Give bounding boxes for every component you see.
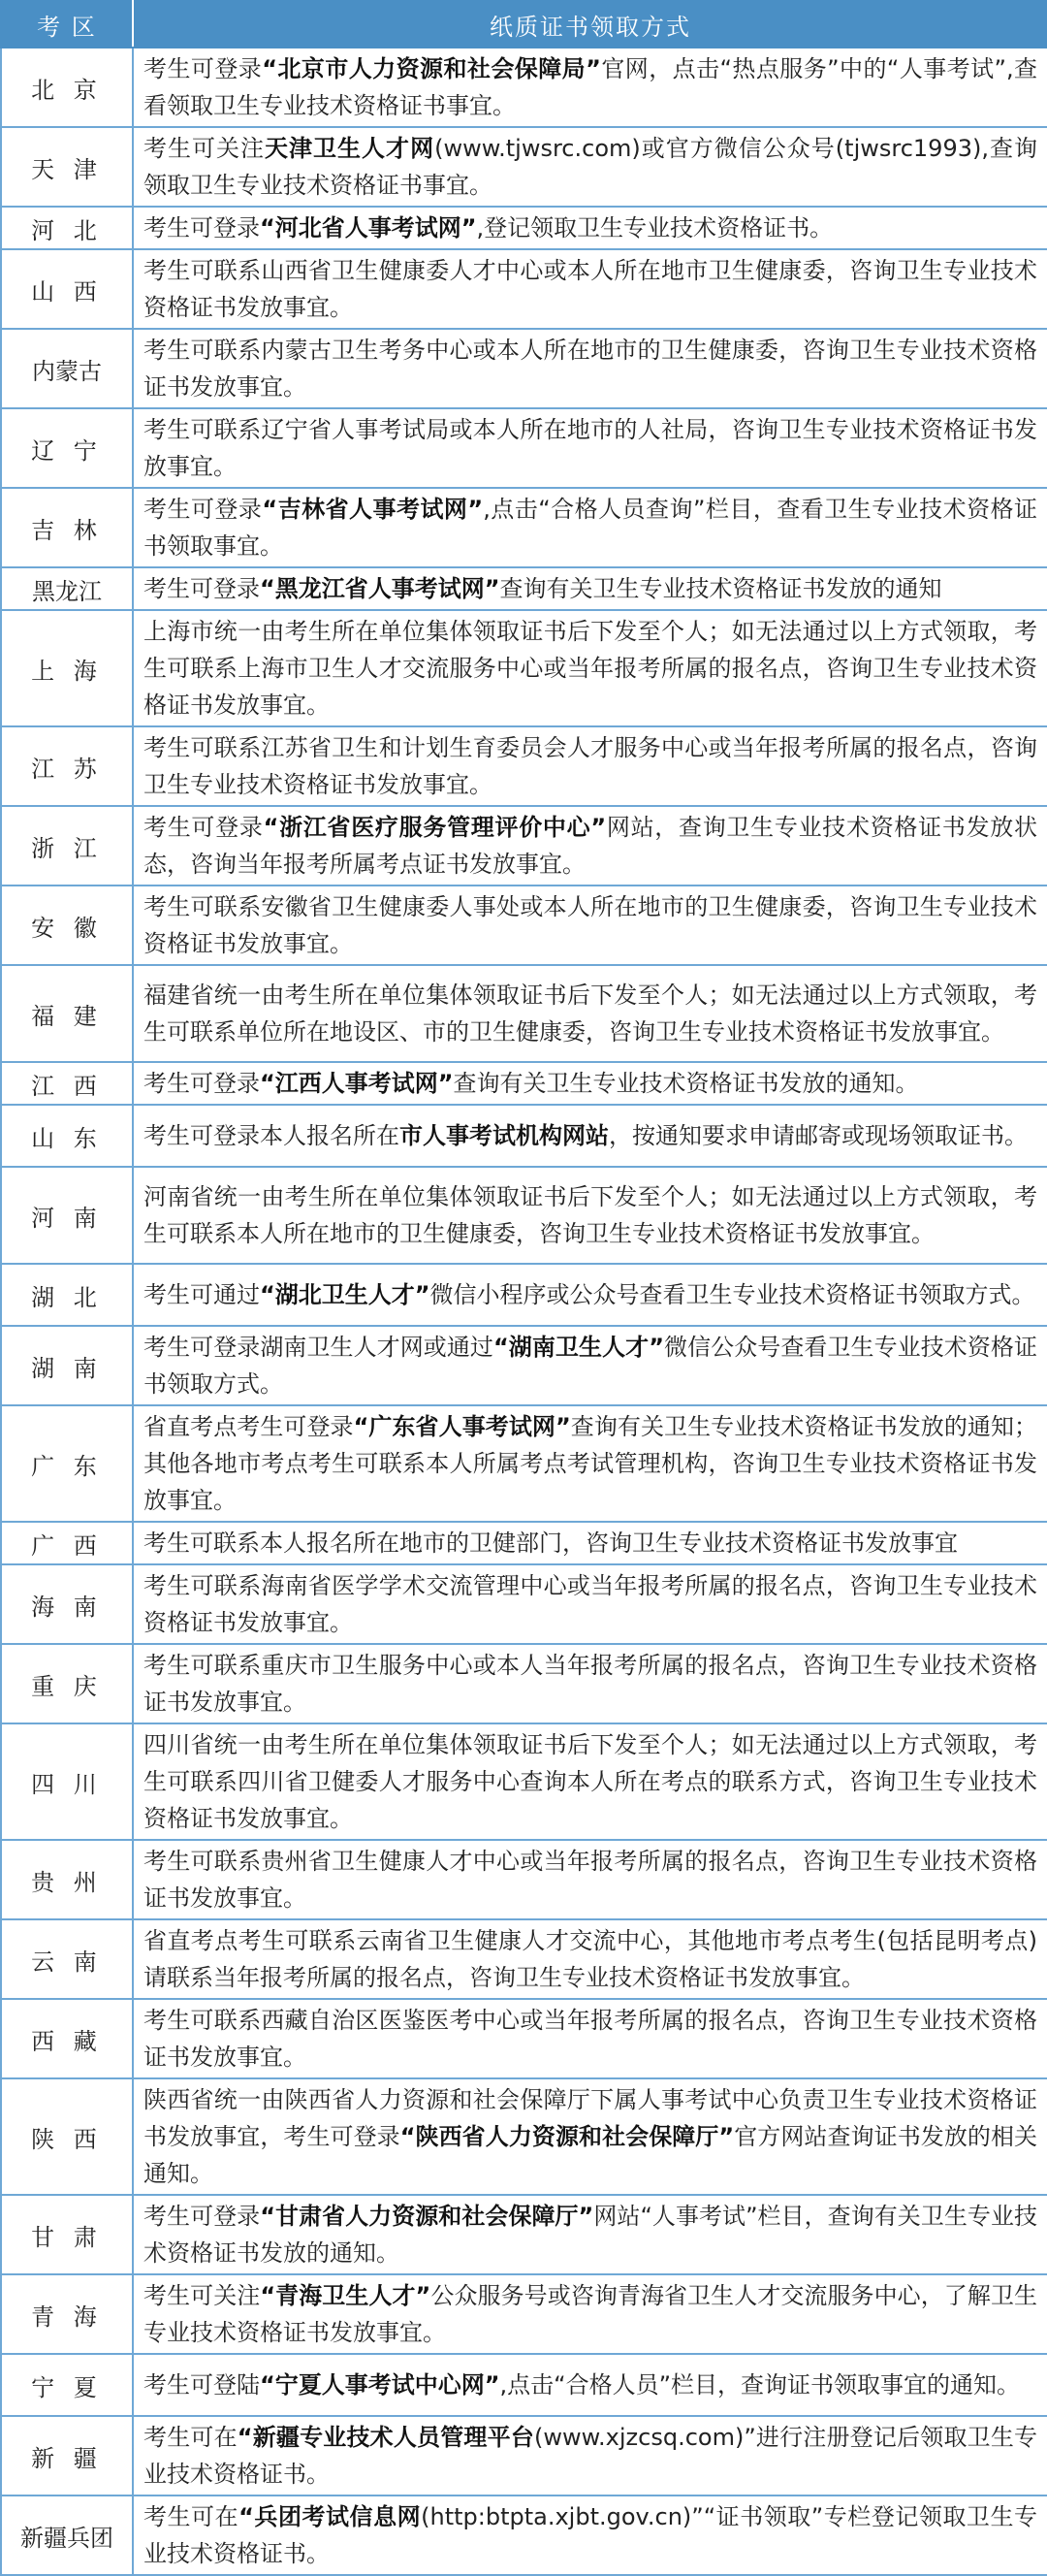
method-text: 考生可联系海南省医学学术交流管理中心或当年报考所属的报名点，咨询卫生专业技术资格证书发放事宜。 bbox=[143, 1572, 1037, 1636]
region-cell: 重 庆 bbox=[1, 1644, 133, 1723]
table-row bbox=[1, 1644, 1047, 1723]
method-text: 考生可登录 bbox=[143, 2203, 261, 2230]
table-row bbox=[1, 806, 1047, 886]
table-row bbox=[1, 127, 1047, 207]
method-text: 考生可联系西藏自治区医鉴医考中心或当年报考所属的报名点，咨询卫生专业技术资格证书发放事宜。 bbox=[143, 2007, 1037, 2071]
region-cell: 河 南 bbox=[1, 1167, 133, 1264]
method-text: 河南省统一由考生所在单位集体领取证书后下发至个人；如无法通过以上方式领取，考生可联系本人所在地市的卫生健康委，咨询卫生专业技术资格证书发放事宜。 bbox=[143, 1183, 1037, 1247]
method-text: 考生可登录 bbox=[143, 496, 263, 523]
method-text: 微信小程序或公众号查看卫生专业技术资格证书领取方式。 bbox=[429, 1281, 1035, 1308]
method-text: 考生可登录湖南卫生人才网或通过 bbox=[143, 1334, 493, 1361]
method-cell bbox=[133, 1326, 1047, 1405]
method-cell bbox=[133, 488, 1047, 567]
region-cell: 北 京 bbox=[1, 48, 133, 127]
method-text: (http:btpta.xjbt.gov.cn)”“证书领取”专栏登记领取卫生专业技术资格证书。 bbox=[143, 2503, 1037, 2567]
method-text: 陕西省统一由陕西省人力资源和社会保障厅下属人事考试中心负责卫生专业技术资格证书发放事宜，考生可登录 bbox=[143, 2086, 1037, 2150]
method-cell bbox=[133, 726, 1047, 806]
method-text: 上海市统一由考生所在单位集体领取证书后下发至个人；如无法通过以上方式领取，考生可联系上海市卫生人才交流服务中心或当年报考所属的报名点，咨询卫生专业技术资格证书发放事宜。 bbox=[143, 618, 1037, 719]
method-cell bbox=[133, 1522, 1047, 1564]
region-cell: 陕 西 bbox=[1, 2078, 133, 2195]
region-cell: 河 北 bbox=[1, 207, 133, 249]
region-cell: 黑龙江 bbox=[1, 567, 133, 610]
method-text: 考生可联系贵州省卫生健康人才中心或当年报考所属的报名点，咨询卫生专业技术资格证书发放事宜。 bbox=[143, 1848, 1037, 1912]
method-cell bbox=[133, 2274, 1047, 2354]
region-cell: 吉 林 bbox=[1, 488, 133, 567]
method-text: 考生可联系本人报名所在地市的卫健部门，咨询卫生专业技术资格证书发放事宜 bbox=[143, 1530, 958, 1557]
method-text: 考生可登录 bbox=[143, 55, 263, 82]
method-text: ,点击“合格人员”栏目，查询证书领取事宜的通知。 bbox=[499, 2371, 1021, 2399]
method-text: 考生可通过 bbox=[143, 1281, 260, 1308]
method-text: 官方网站查询证书发放的相关通知。 bbox=[143, 2123, 1038, 2187]
method-highlight: 天津卫生人才网 bbox=[265, 135, 435, 162]
method-cell bbox=[133, 2078, 1047, 2195]
method-highlight: “吉林省人事考试网” bbox=[262, 496, 484, 523]
method-text: 四川省统一由考生所在单位集体领取证书后下发至个人；如无法通过以上方式领取，考生可联系四川省卫健委人才服务中心查询本人所在考点的联系方式，咨询卫生专业技术资格证书发放事宜。 bbox=[143, 1731, 1037, 1832]
method-text: 考生可登录 bbox=[143, 814, 264, 841]
region-cell: 湖 南 bbox=[1, 1326, 133, 1405]
region-cell: 广 西 bbox=[1, 1522, 133, 1564]
method-text: 考生可登录本人报名所在 bbox=[143, 1122, 399, 1149]
region-cell: 甘 肃 bbox=[1, 2195, 133, 2274]
region-cell: 江 西 bbox=[1, 1062, 133, 1105]
method-highlight: “黑龙江省人事考试网” bbox=[260, 575, 500, 602]
header-region: 考 区 bbox=[1, 1, 133, 48]
table-row bbox=[1, 2416, 1047, 2496]
method-cell bbox=[133, 965, 1047, 1062]
method-text: 考生可登录 bbox=[143, 575, 260, 602]
method-cell bbox=[133, 207, 1047, 249]
region-cell: 广 东 bbox=[1, 1405, 133, 1522]
region-cell: 江 苏 bbox=[1, 726, 133, 806]
region-cell: 山 东 bbox=[1, 1105, 133, 1167]
method-cell bbox=[133, 249, 1047, 329]
method-text: 省直考点考生可联系云南省卫生健康人才交流中心，其他地市考点考生(包括昆明考点)请联系当年报考所属的报名点，咨询卫生专业技术资格证书发放事宜。 bbox=[143, 1927, 1037, 1991]
table-row bbox=[1, 1105, 1047, 1167]
method-cell bbox=[133, 1105, 1047, 1167]
method-text: 考生可登录 bbox=[143, 1070, 260, 1097]
header-method: 纸质证书领取方式 bbox=[133, 1, 1047, 48]
method-cell bbox=[133, 1999, 1047, 2078]
method-cell bbox=[133, 127, 1047, 207]
table-row bbox=[1, 2195, 1047, 2274]
method-text: 福建省统一由考生所在单位集体领取证书后下发至个人；如无法通过以上方式领取，考生可联系单位所在地设区、市的卫生健康委，咨询卫生专业技术资格证书发放事宜。 bbox=[143, 982, 1037, 1046]
method-text: 考生可关注 bbox=[143, 2282, 261, 2309]
method-highlight: “陕西省人力资源和社会保障厅” bbox=[399, 2123, 735, 2150]
region-cell: 海 南 bbox=[1, 1564, 133, 1644]
region-cell: 新 疆 bbox=[1, 2416, 133, 2496]
table-row bbox=[1, 1564, 1047, 1644]
method-highlight: “湖南卫生人才” bbox=[492, 1334, 664, 1361]
method-text: 考生可联系内蒙古卫生考务中心或本人所在地市的卫生健康委，咨询卫生专业技术资格证书发放事宜。 bbox=[143, 337, 1037, 401]
table-row bbox=[1, 1723, 1047, 1840]
table-row bbox=[1, 1326, 1047, 1405]
method-highlight: “江西人事考试网” bbox=[260, 1070, 454, 1097]
method-highlight: “广东省人事考试网” bbox=[353, 1413, 571, 1440]
method-highlight: “浙江省医疗服务管理评价中心” bbox=[263, 814, 607, 841]
method-highlight: “北京市人力资源和社会保障局” bbox=[262, 55, 601, 82]
table-row bbox=[1, 2496, 1047, 2575]
table-row bbox=[1, 610, 1047, 726]
method-cell bbox=[133, 1405, 1047, 1522]
method-cell bbox=[133, 329, 1047, 408]
table-row bbox=[1, 207, 1047, 249]
method-text: 考生可在 bbox=[143, 2424, 238, 2451]
table-row bbox=[1, 886, 1047, 965]
table-row bbox=[1, 408, 1047, 488]
method-text: 微信公众号查看卫生专业技术资格证书领取方式。 bbox=[143, 1334, 1038, 1398]
method-highlight: “甘肃省人力资源和社会保障厅” bbox=[260, 2203, 594, 2230]
region-cell: 山 西 bbox=[1, 249, 133, 329]
table-row bbox=[1, 1999, 1047, 2078]
table-row bbox=[1, 2274, 1047, 2354]
method-text: 考生可联系江苏省卫生和计划生育委员会人才服务中心或当年报考所属的报名点，咨询卫生专业技术资格证书发放事宜。 bbox=[143, 734, 1037, 798]
region-cell: 宁 夏 bbox=[1, 2354, 133, 2416]
table-row bbox=[1, 2078, 1047, 2195]
table-row bbox=[1, 965, 1047, 1062]
method-cell bbox=[133, 567, 1047, 610]
region-cell: 安 徽 bbox=[1, 886, 133, 965]
region-cell: 辽 宁 bbox=[1, 408, 133, 488]
method-highlight: “宁夏人事考试中心网” bbox=[260, 2371, 500, 2399]
method-text: ,点击“合格人员查询”栏目，查看卫生专业技术资格证书领取事宜。 bbox=[143, 496, 1038, 560]
method-cell bbox=[133, 1062, 1047, 1105]
method-highlight: “青海卫生人才” bbox=[260, 2282, 431, 2309]
region-cell: 湖 北 bbox=[1, 1264, 133, 1326]
table-row bbox=[1, 488, 1047, 567]
method-text: (www.xjzcsq.com)”进行注册登记后领取卫生专业技术资格证书。 bbox=[143, 2424, 1038, 2488]
method-cell bbox=[133, 1919, 1047, 1999]
table-row bbox=[1, 1264, 1047, 1326]
method-cell bbox=[133, 1167, 1047, 1264]
method-text: ,登记领取卫生专业技术资格证书。 bbox=[476, 214, 834, 242]
method-text: 查询有关卫生专业技术资格证书发放的通知；其他各地市考点考生可联系本人所属考点考试管理机构，咨询卫生专业技术资格证书发放事宜。 bbox=[143, 1413, 1038, 1514]
method-text: 查询有关卫生专业技术资格证书发放的通知 bbox=[499, 575, 942, 602]
region-cell: 浙 江 bbox=[1, 806, 133, 886]
region-cell: 新疆兵团 bbox=[1, 2496, 133, 2575]
region-cell: 西 藏 bbox=[1, 1999, 133, 2078]
method-cell bbox=[133, 610, 1047, 726]
table-row bbox=[1, 1840, 1047, 1919]
table-header-row bbox=[1, 1, 1047, 48]
table-row bbox=[1, 249, 1047, 329]
method-cell bbox=[133, 48, 1047, 127]
method-text: 考生可关注 bbox=[143, 135, 266, 162]
method-cell bbox=[133, 806, 1047, 886]
method-text: 考生可在 bbox=[143, 2503, 239, 2530]
method-cell bbox=[133, 1564, 1047, 1644]
method-cell bbox=[133, 1723, 1047, 1840]
method-text: 考生可联系辽宁省人事考试局或本人所在地市的人社局，咨询卫生专业技术资格证书发放事宜。 bbox=[143, 416, 1037, 480]
method-text: 考生可登录 bbox=[143, 214, 260, 242]
method-cell bbox=[133, 2354, 1047, 2416]
region-cell: 青 海 bbox=[1, 2274, 133, 2354]
method-cell bbox=[133, 886, 1047, 965]
region-cell: 福 建 bbox=[1, 965, 133, 1062]
table-row bbox=[1, 2354, 1047, 2416]
method-highlight: “新疆专业技术人员管理平台 bbox=[237, 2424, 534, 2451]
method-text: 省直考点考生可登录 bbox=[143, 1413, 354, 1440]
method-highlight: 市人事考试机构网站 bbox=[399, 1122, 609, 1149]
method-highlight: “湖北卫生人才” bbox=[260, 1281, 430, 1308]
method-text: 网站，查询卫生专业技术资格证书发放状态，咨询当年报考所属考点证书发放事宜。 bbox=[143, 814, 1038, 878]
region-cell: 上 海 bbox=[1, 610, 133, 726]
method-cell bbox=[133, 408, 1047, 488]
table-body bbox=[1, 48, 1047, 2575]
method-text: 考生可登陆 bbox=[143, 2371, 260, 2399]
method-text: 网站“人事考试”栏目，查询有关卫生专业技术资格证书发放的通知。 bbox=[143, 2203, 1038, 2267]
method-text: 考生可联系重庆市卫生服务中心或本人当年报考所属的报名点，咨询卫生专业技术资格证书发放事宜。 bbox=[143, 1652, 1037, 1716]
method-text: ，按通知要求申请邮寄或现场领取证书。 bbox=[609, 1122, 1028, 1149]
table-row bbox=[1, 48, 1047, 127]
table-row bbox=[1, 1405, 1047, 1522]
method-highlight: “河北省人事考试网” bbox=[260, 214, 477, 242]
table-row bbox=[1, 1919, 1047, 1999]
table-row bbox=[1, 1062, 1047, 1105]
method-text: 查询有关卫生专业技术资格证书发放的通知。 bbox=[453, 1070, 919, 1097]
method-text: 官网，点击“热点服务”中的“人事考试”,查看领取卫生专业技术资格证书事宜。 bbox=[143, 55, 1038, 119]
method-highlight: “兵团考试信息网 bbox=[238, 2503, 422, 2530]
region-cell: 天 津 bbox=[1, 127, 133, 207]
table-row bbox=[1, 1167, 1047, 1264]
method-text: (www.tjwsrc.com)或官方微信公众号(tjwsrc1993),查询领取卫生专业技术资格证书事宜。 bbox=[143, 135, 1037, 199]
method-cell bbox=[133, 2496, 1047, 2575]
method-cell bbox=[133, 2416, 1047, 2496]
region-cell: 内蒙古 bbox=[1, 329, 133, 408]
method-cell bbox=[133, 1264, 1047, 1326]
region-cell: 贵 州 bbox=[1, 1840, 133, 1919]
method-text: 公众服务号或咨询青海省卫生人才交流服务中心，了解卫生专业技术资格证书发放事宜。 bbox=[143, 2282, 1038, 2346]
method-text: 考生可联系山西省卫生健康委人才中心或本人所在地市卫生健康委，咨询卫生专业技术资格证书发放事宜。 bbox=[143, 257, 1037, 321]
table-row bbox=[1, 567, 1047, 610]
method-cell bbox=[133, 2195, 1047, 2274]
method-cell bbox=[133, 1644, 1047, 1723]
table-row bbox=[1, 329, 1047, 408]
region-cell: 云 南 bbox=[1, 1919, 133, 1999]
method-cell bbox=[133, 1840, 1047, 1919]
method-text: 考生可联系安徽省卫生健康委人事处或本人所在地市的卫生健康委，咨询卫生专业技术资格证书发放事宜。 bbox=[143, 893, 1037, 957]
table-row bbox=[1, 1522, 1047, 1564]
table-row bbox=[1, 726, 1047, 806]
region-cell: 四 川 bbox=[1, 1723, 133, 1840]
